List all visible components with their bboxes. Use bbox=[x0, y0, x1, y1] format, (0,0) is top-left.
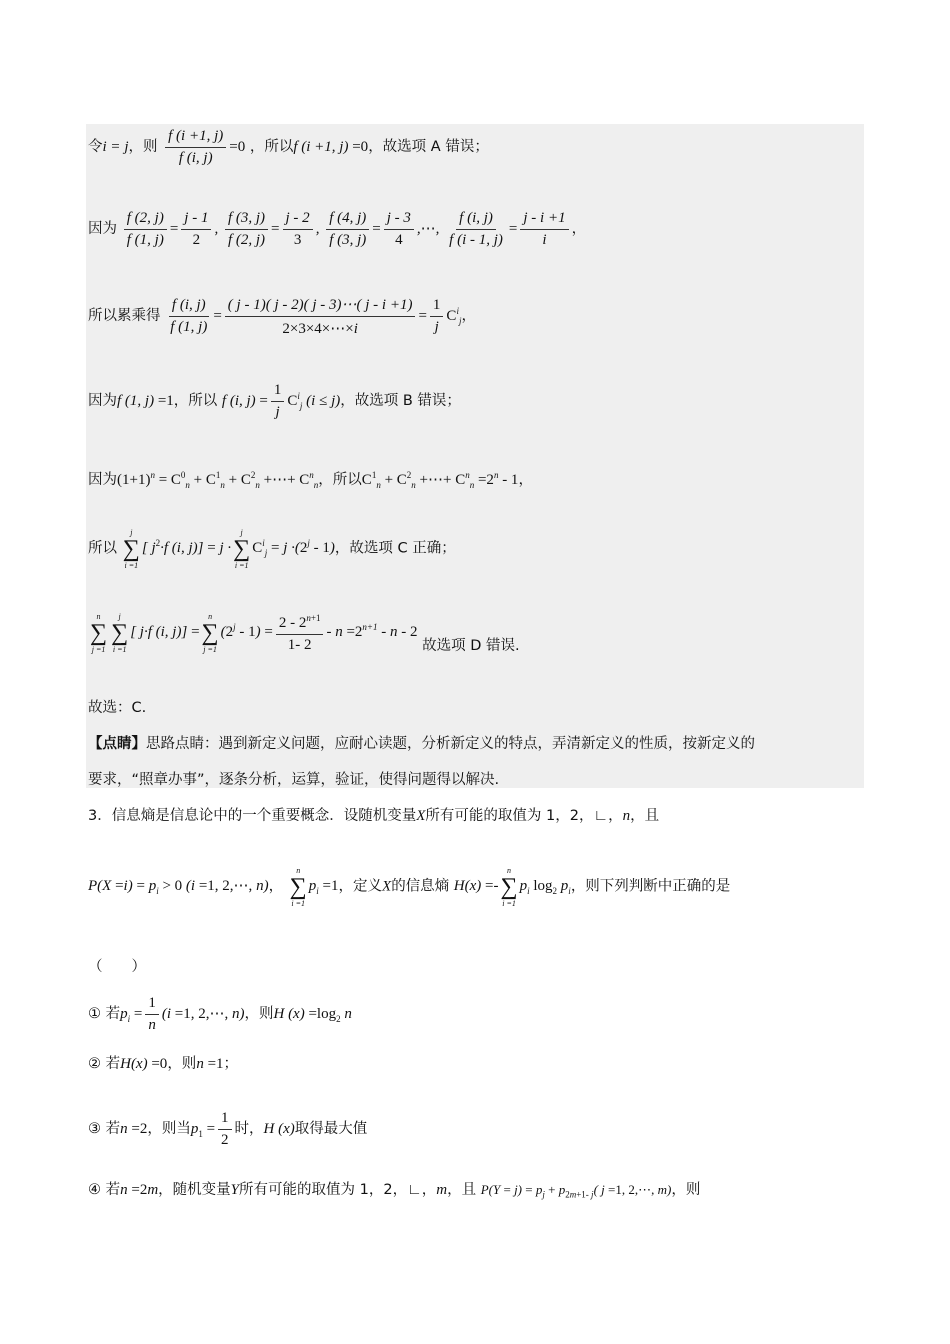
solution-line-6: 所以 j ∑ i =1 [ $j^2\cdot f$ (i, j)] = j · j ∑ i =1 $C^i_j = j \cdot(2^j - 1)$，故选项 C 正确； bbox=[88, 528, 456, 570]
option-3: ③ 若n =2，则当$p_1$ = $\frac{1}{2}$ 时，H (x)取得最大值 bbox=[88, 1110, 368, 1148]
solution-line-1: 令i = j，则 $\frac{f (i +1, j)}{f (i, j)}$ =0 ，所以f (i +1, j) =0，故选项 A 错误； bbox=[88, 128, 489, 166]
option-4: ④ 若n =2m，随机变量Y所有可能的取值为 1，2，∟，m，且 $P(Y = j) = p_j + p_{2m+1- j}$( j =1, 2,⋯, m)，则 bbox=[88, 1182, 701, 1200]
option-2: ② 若H(x) =0，则n =1； bbox=[88, 1056, 239, 1072]
question-stem-1: 3．信息熵是信息论中的一个重要概念．设随机变量X所有可能的取值为 1，2，∟，n，且 bbox=[88, 808, 660, 824]
solution-line-7: n ∑ j =1 j ∑ i =1 [ j·f (i, j)] = n ∑ j =1 (2$^j$ - 1) = $\frac{2 - 2^{n+1}}{1- 2}$ - $n =2^{n+1} - n - 2$ 故选项 D 错误. bbox=[90, 612, 520, 655]
tip-line-2: 要求，“照章办事”，逐条分析，运算，验证，使得问题得以解决. bbox=[88, 772, 500, 788]
solution-line-4: 因为f (1, j) =1，所以 f (i, j) = $\frac{1}{j}$ $C^i_j$ (i ≤ j)，故选项 B 错误； bbox=[88, 382, 461, 420]
solution-line-3: 所以累乘得 $\frac{f (i, j)}{f (1, j)}$ = $\frac{( j - 1)( j - 2)( j - 3)\cdots( j - i +1)}{2\times 3\times 4\times\cdots\times i}$ = $\frac{1}{j}$ $C^i_j$， bbox=[88, 297, 476, 337]
option-1: ① 若$p_i$ = $\frac{1}{n}$ (i =1, 2,⋯, n)，则H $(x) =\log_2$ n bbox=[88, 995, 352, 1033]
tip-line-1: 【点睛】思路点睛：遇到新定义问题，应耐心读题，分析新定义的特点，弄清新定义的性质，按新定义的 bbox=[88, 736, 755, 752]
question-stem-2: $P(X =i) = p_i > 0$ (i =1, 2,⋯, n)， n ∑ i =1 $p_i =1$，定义X的信息熵 H(x) =- n ∑ i =1 $p_i$ $\log_2 p_i$，则下列判断中正确的是 bbox=[88, 866, 731, 908]
answer-line: 故选：C. bbox=[88, 700, 147, 716]
solution-line-2: 因为 $\frac{f (2, j)}{f (1, j)}$ = $\frac{j - 1}{2}$ , $\frac{f (3, j)}{f (2, j)}$ = $\frac{j - 2}{3}$ , $\frac{f (4, j)}{f (3, j)}$ = $\frac{j - 3}{4}$ ,⋯, $\frac{f (i, j)}{f (i - 1, j)}$ = $\frac{j - i +1}{i}$ ， bbox=[88, 210, 587, 248]
question-paren: （ ） bbox=[88, 959, 146, 975]
tip-label: 【点睛】 bbox=[88, 736, 146, 752]
solution-line-5: 因为$(1+1)^n = C^0_n + C^1_n + C^2_n$ +⋯+ $C^n_n$，所以$C^1_n + C^2_n$ +⋯+ $C^n_n =2^n - 1$， bbox=[88, 470, 533, 490]
